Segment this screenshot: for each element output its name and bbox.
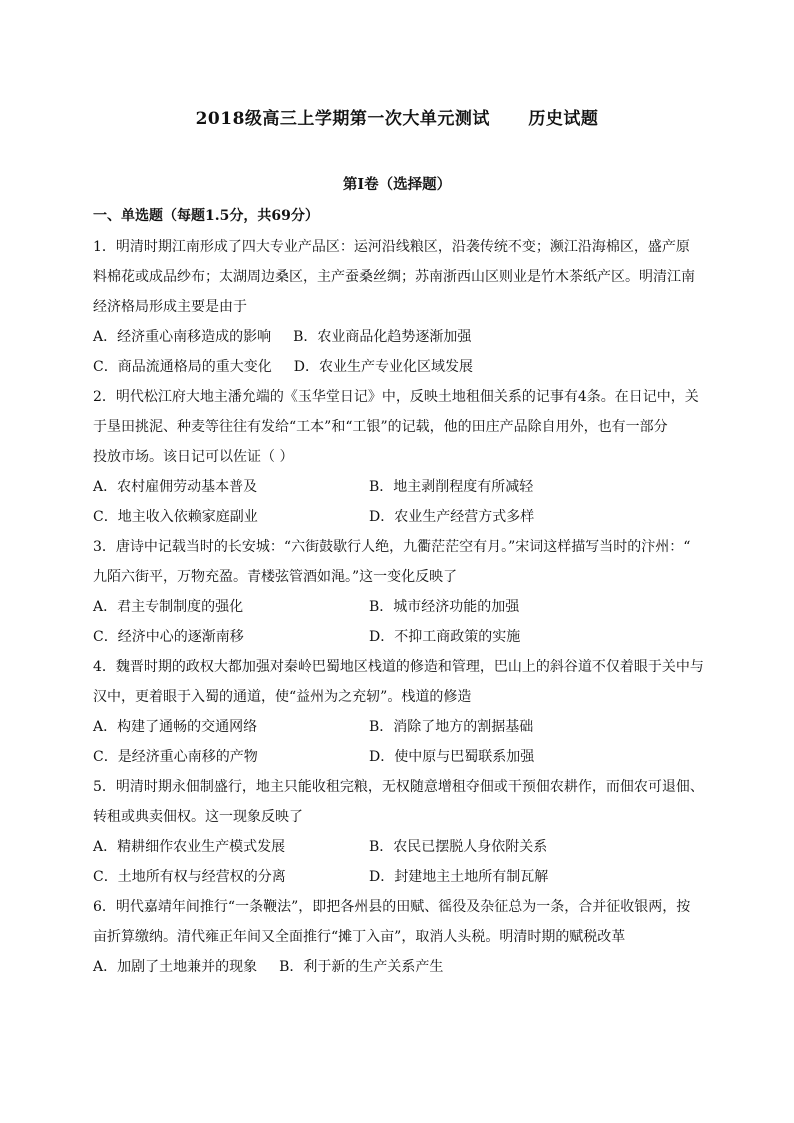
option-b[interactable]: B．地主剥削程度有所减轻	[369, 479, 534, 495]
option-row	[93, 352, 703, 382]
question-6	[93, 892, 703, 982]
question-1	[93, 232, 703, 382]
question-stem-line: 汉中，更着眼于入蜀的通道，使“益州为之充轫”。栈道的修造	[93, 689, 472, 705]
option-b[interactable]: B．利于新的生产关系产生	[279, 959, 444, 975]
option-row	[93, 742, 703, 772]
option-c[interactable]: C．是经济重心南移的产物	[93, 749, 258, 765]
option-a[interactable]: A．经济重心南移造成的影响	[93, 329, 272, 345]
question-stem-line: 5．明清时期永佃制盛行，地主只能收租完粮，无权随意增租夺佃或干预佃农耕作，而佃农可退佃、	[93, 779, 704, 795]
option-row	[93, 712, 703, 742]
option-a[interactable]: A．精耕细作农业生产模式发展	[93, 839, 286, 855]
question-stem-line: 3．唐诗中记载当时的长安城：“六街鼓歇行人绝，九衢茫茫空有月。”宋词这样描写当时的汴州：“	[93, 539, 691, 555]
option-c[interactable]: C．商品流通格局的重大变化	[93, 359, 272, 375]
section-heading: 一、单选题（每题1.5分，共69分）	[93, 208, 319, 224]
question-stem-line: 2．明代松江府大地主潘允端的《玉华堂日记》中，反映土地租佃关系的记事有4条。在日记中，关	[93, 389, 699, 405]
question-stem-line: 4．魏晋时期的政权大都加强对秦岭巴蜀地区栈道的修造和管理，巴山上的斜谷道不仅着眼于关中与	[93, 659, 704, 675]
option-b[interactable]: B．农业商品化趋势逐渐加强	[293, 329, 472, 345]
question-2	[93, 382, 703, 532]
option-d[interactable]: D．农业生产专业化区域发展	[293, 359, 473, 375]
option-row	[93, 622, 703, 652]
question-stem-line: 亩折算缴纳。清代雍正年间又全面推行“摊丁入亩”，取消人头税。明清时期的赋税改革	[93, 929, 626, 945]
option-c[interactable]: C．土地所有权与经营权的分离	[93, 869, 286, 885]
option-row	[93, 952, 703, 982]
option-c[interactable]: C．经济中心的逐渐南移	[93, 629, 244, 645]
question-4	[93, 652, 703, 772]
option-b[interactable]: B．消除了地方的割据基础	[369, 719, 534, 735]
option-row	[93, 502, 703, 532]
option-d[interactable]: D．不抑工商政策的实施	[369, 629, 521, 645]
option-d[interactable]: D．使中原与巴蜀联系加强	[369, 749, 535, 765]
question-stem-line: 投放市场。该日记可以佐证（ ）	[93, 449, 294, 465]
option-row	[93, 592, 703, 622]
option-d[interactable]: D．封建地主土地所有制瓦解	[369, 869, 549, 885]
question-5	[93, 772, 703, 892]
option-a[interactable]: A．加剧了土地兼并的现象	[93, 959, 258, 975]
question-3	[93, 532, 703, 652]
question-stem-line: 于垦田挑泥、种麦等往往有发给“工本”和“工银”的记载，他的田庄产品除自用外，也有一部分	[93, 419, 668, 435]
option-b[interactable]: B．城市经济功能的加强	[369, 599, 520, 615]
option-a[interactable]: A．农村雇佣劳动基本普及	[93, 479, 258, 495]
volume-subtitle: 第I卷（选择题）	[342, 176, 452, 193]
question-stem-line: 九陌六街平，万物充盈。青楼弦管酒如渑。”这一变化反映了	[93, 569, 458, 585]
question-list	[93, 232, 703, 982]
question-stem-line: 转租或典卖佃权。这一现象反映了	[93, 809, 303, 825]
question-stem-line: 1．明清时期江南形成了四大专业产品区：运河沿线粮区，沿袭传统不变；濒江沿海棉区，盛产原	[93, 239, 690, 255]
option-row	[93, 862, 703, 892]
option-c[interactable]: C．地主收入依赖家庭副业	[93, 509, 258, 525]
option-a[interactable]: A．君主专制制度的强化	[93, 599, 244, 615]
option-row	[93, 322, 703, 352]
question-stem-line: 6．明代嘉靖年间推行“一条鞭法”，即把各州县的田赋、徭役及杂征总为一条，合并征收银两，按	[93, 899, 691, 915]
option-row	[93, 472, 703, 502]
option-b[interactable]: B．农民已摆脱人身依附关系	[369, 839, 548, 855]
option-d[interactable]: D．农业生产经营方式多样	[369, 509, 535, 525]
question-stem-line: 经济格局形成主要是由于	[93, 299, 247, 315]
question-stem-line: 料棉花或成品纱布；太湖周边桑区，主产蚕桑丝绸；苏南浙西山区则业是竹木茶纸产区。明清江南	[93, 269, 695, 285]
option-row	[93, 832, 703, 862]
page-title: 2018级高三上学期第一次大单元测试 历史试题	[195, 109, 599, 129]
option-a[interactable]: A．构建了通畅的交通网络	[93, 719, 258, 735]
